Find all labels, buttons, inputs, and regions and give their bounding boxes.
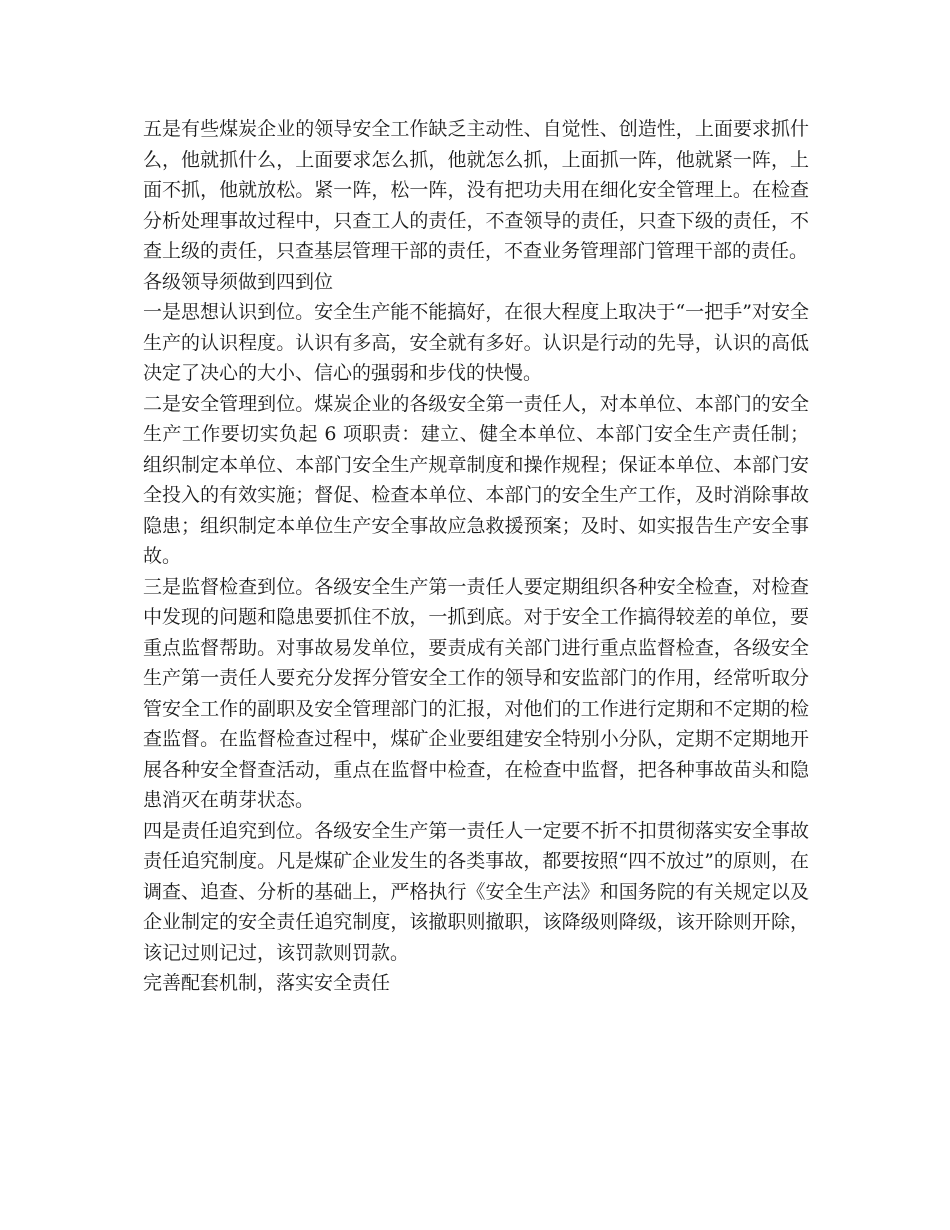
section-heading-mechanisms: 完善配套机制，落实安全责任: [143, 972, 391, 994]
document-body: [143, 114, 809, 999]
paragraph-awareness: 一是思想认识到位。安全生产能不能搞好，在很大程度上取决于“一把手”对安全生产的认识程度。认识有多高，安全就有多好。认识是行动的先导，认识的高低决定了决心的大小、信心的强弱和步伐的快慢。: [143, 301, 809, 384]
paragraph-accountability: 四是责任追究到位。各级安全生产第一责任人一定要不折不扣贯彻落实安全事故责任追究制度。凡是煤矿企业发生的各类事故，都要按照“四不放过”的原则，在调查、追查、分析的基础上，严格执行《安全生产法》和国务院的有关规定以及企业制定的安全责任追究制度，该撤职则撤职，该降级则降级，该开除则开除，该记过则记过，该罚款则罚款。: [143, 819, 809, 964]
paragraph-safety-management: 二是安全管理到位。煤炭企业的各级安全第一责任人，对本单位、本部门的安全生产工作要切实负起 6 项职责：建立、健全本单位、本部门安全生产责任制；组织制定本单位、本部门安全生产规章制度和操作规程；保证本单位、本部门安全投入的有效实施；督促、检查本单位、本部门的安全生产工作，及时消除事故隐患；组织制定本单位生产安全事故应急救援预案；及时、如实报告生产安全事故。: [143, 392, 809, 567]
section-heading-four-in-place: 各级领导须做到四到位: [143, 270, 334, 293]
paragraph-supervision-inspection: 三是监督检查到位。各级安全生产第一责任人要定期组织各种安全检查，对检查中发现的问题和隐患要抓住不放，一抓到底。对于安全工作搞得较差的单位，要重点监督帮助。对事故易发单位，要责成有关部门进行重点监督检查，各级安全生产第一责任人要充分发挥分管安全工作的领导和安监部门的作用，经常听取分管安全工作的副职及安全管理部门的汇报，对他们的工作进行定期和不定期的检查监督。在监督检查过程中，煤矿企业要组建安全特别小分队，定期不定期地开展各种安全督查活动，重点在监督中检查，在检查中监督，把各种事故苗头和隐患消灭在萌芽状态。: [143, 575, 809, 811]
paragraph-leadership-problems: 五是有些煤炭企业的领导安全工作缺乏主动性、自觉性、创造性，上面要求抓什么，他就抓什么，上面要求怎么抓，他就怎么抓，上面抓一阵，他就紧一阵，上面不抓，他就放松。紧一阵，松一阵，没有把功夫用在细化安全管理上。在检查分析处理事故过程中，只查工人的责任，不查领导的责任，只查下级的责任，不查上级的责任，只查基层管理干部的责任，不查业务管理部门管理干部的责任。: [143, 118, 809, 262]
